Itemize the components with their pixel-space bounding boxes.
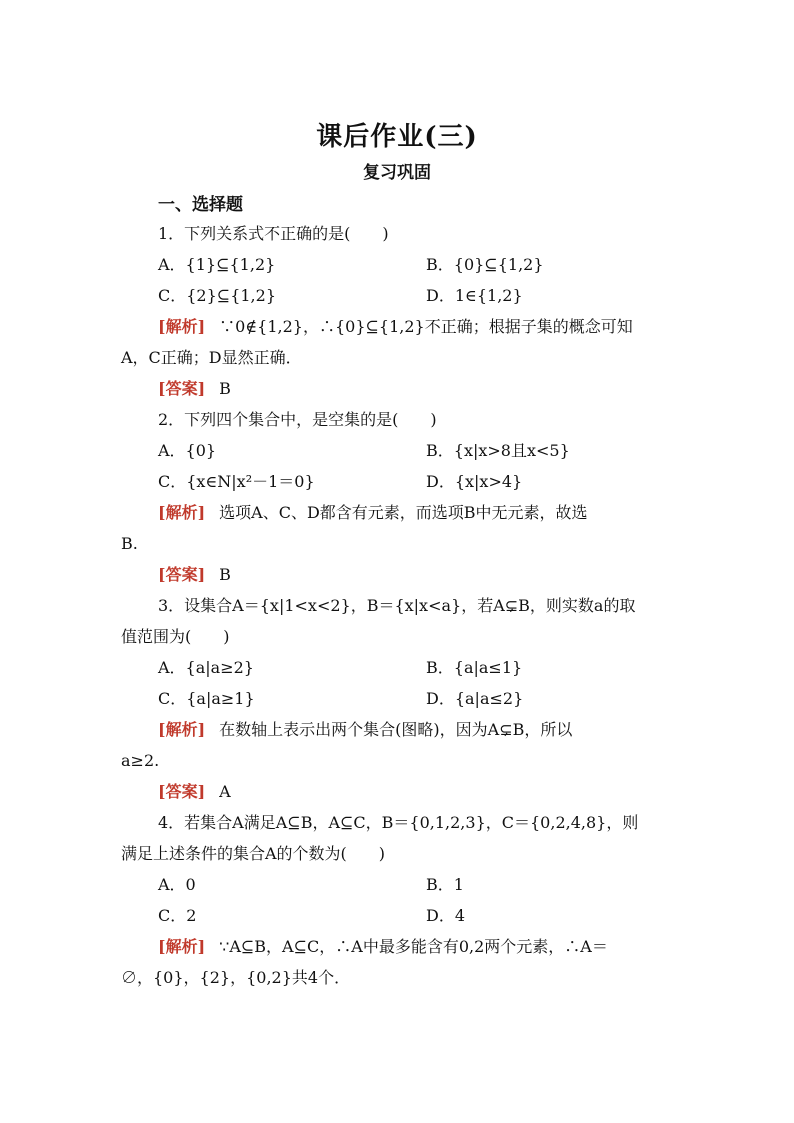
- q3-options-row-2: [121, 683, 673, 714]
- answer-tag: [答案]: [158, 782, 206, 801]
- answer-tag: [答案]: [158, 565, 206, 584]
- analysis-tag: [解析]: [158, 503, 206, 522]
- q1-answer-value: B: [219, 379, 231, 398]
- q3-analysis-text: 在数轴上表示出两个集合(图略)，因为A⊊B，所以: [219, 720, 573, 739]
- q1-option-d: D．1∈{1,2}: [426, 286, 523, 305]
- q3-option-a: A．{a|a≥2}: [158, 658, 254, 677]
- q1-answer: [121, 373, 673, 404]
- q1-option-a: A．{1}⊆{1,2}: [158, 255, 276, 274]
- q2-options-row-1: [121, 435, 673, 466]
- q2-analysis: [121, 497, 673, 528]
- q1-options-row-2: [121, 280, 673, 311]
- q2-option-d: D．{x|x>4}: [426, 472, 523, 491]
- q2-option-c: C．{x∈N|x²－1＝0}: [158, 472, 315, 491]
- q4-option-a: A．0: [158, 875, 196, 894]
- q4-analysis: [121, 931, 673, 962]
- q1-option-c: C．{2}⊆{1,2}: [158, 286, 276, 305]
- q3-options-row-1: [121, 652, 673, 683]
- section-heading: 一、选择题: [158, 195, 243, 215]
- q2-option-b: B．{x|x>8且x<5}: [426, 441, 570, 460]
- q1-stem: 1．下列关系式不正确的是( ): [158, 224, 389, 243]
- q4-option-d: D．4: [426, 906, 466, 925]
- answer-tag: [答案]: [158, 379, 206, 398]
- q4-analysis-text: ∵A⊆B，A⊆C，∴A中最多能含有0,2两个元素，∴A＝: [219, 937, 608, 956]
- q3-option-c: C．{a|a≥1}: [158, 689, 255, 708]
- analysis-tag: [解析]: [158, 317, 206, 336]
- q2-options-row-2: [121, 466, 673, 497]
- q3-answer: [121, 776, 673, 807]
- q4-option-b: B．1: [426, 875, 464, 894]
- q4-options-row-2: [121, 900, 673, 931]
- q3-analysis: [121, 714, 673, 745]
- q4-option-c: C．2: [158, 906, 197, 925]
- q1-options-row-1: [121, 249, 673, 280]
- q1-analysis-cont: A，C正确；D显然正确．: [121, 348, 302, 367]
- q4-options-row-1: [121, 869, 673, 900]
- q3-answer-value: A: [219, 782, 231, 801]
- q3-stem-cont: 值范围为( ): [121, 627, 230, 646]
- analysis-tag: [解析]: [158, 937, 206, 956]
- q1-analysis-text: ∵0∉{1,2}，∴{0}⊆{1,2}不正确；根据子集的概念可知: [219, 317, 633, 336]
- q3-option-b: B．{a|a≤1}: [426, 658, 523, 677]
- q4-stem-cont: 满足上述条件的集合A的个数为( ): [121, 844, 386, 863]
- page-subtitle: 复习巩固: [363, 163, 431, 183]
- q4-analysis-cont: ∅，{0}，{2}，{0,2}共4个．: [121, 968, 351, 987]
- q2-answer-value: B: [219, 565, 231, 584]
- q1-option-b: B．{0}⊆{1,2}: [426, 255, 544, 274]
- q3-analysis-cont: a≥2.: [121, 751, 160, 770]
- page-title: 课后作业(三): [316, 122, 478, 152]
- q3-stem: 3．设集合A＝{x|1<x<2}，B＝{x|x<a}，若A⊊B，则实数a的取: [158, 596, 636, 615]
- q3-option-d: D．{a|a≤2}: [426, 689, 524, 708]
- q2-analysis-text: 选项A、C、D都含有元素，而选项B中无元素，故选: [219, 503, 588, 522]
- q4-stem: 4．若集合A满足A⊆B，A⊆C，B＝{0,1,2,3}，C＝{0,2,4,8}，则: [158, 813, 639, 832]
- q2-option-a: A．{0}: [158, 441, 217, 460]
- q2-stem: 2．下列四个集合中，是空集的是( ): [158, 410, 437, 429]
- q1-analysis: [121, 311, 673, 342]
- questions: [121, 218, 673, 993]
- q2-answer: [121, 559, 673, 590]
- analysis-tag: [解析]: [158, 720, 206, 739]
- q2-analysis-cont: B.: [121, 534, 138, 553]
